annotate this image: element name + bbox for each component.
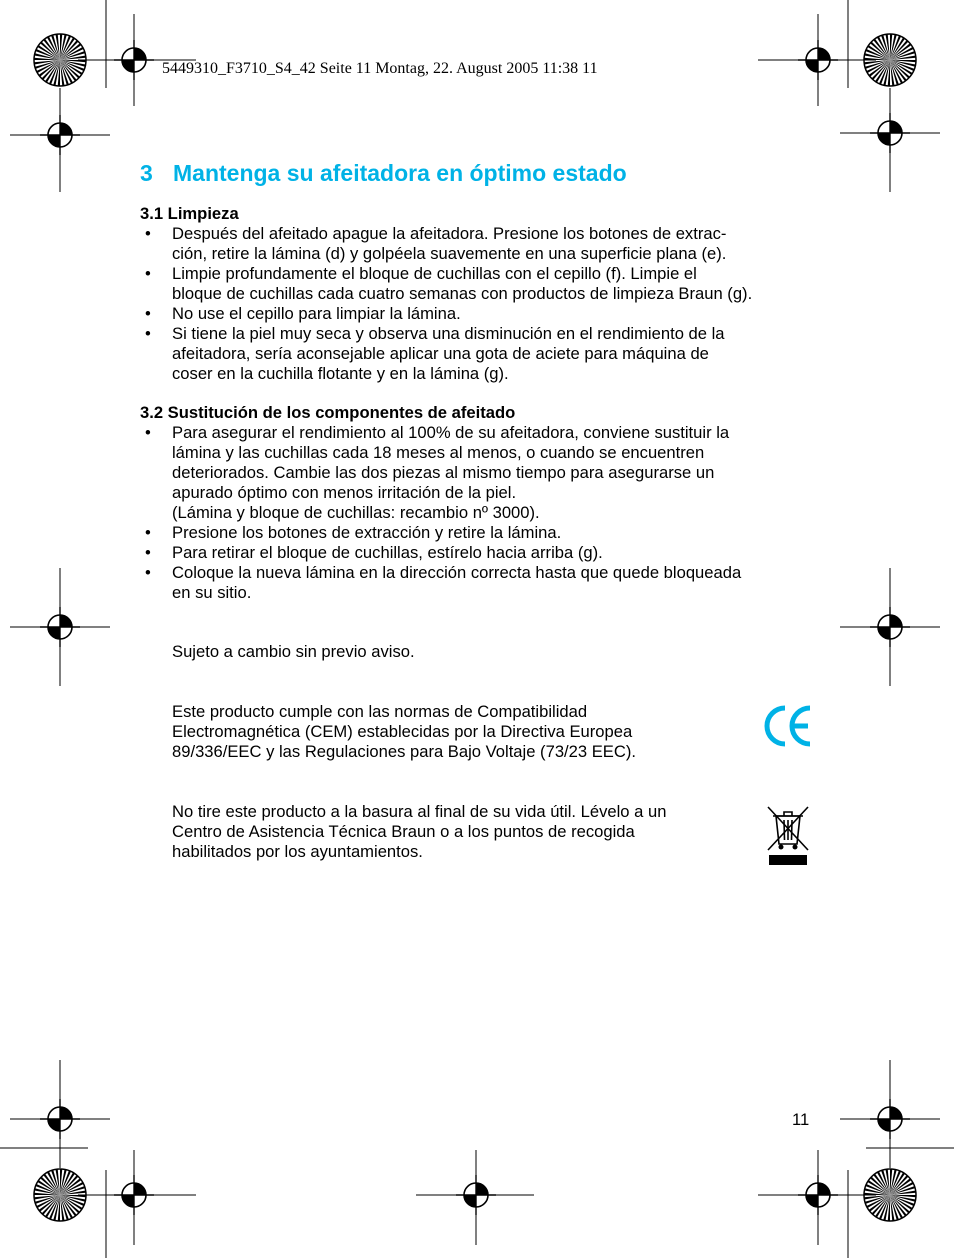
registration-mark-icon: [798, 40, 838, 80]
list-item-line: Limpie profundamente el bloque de cuchillas con el cepillo (f). Limpie el: [172, 264, 697, 283]
bullet-icon: •: [145, 543, 151, 562]
bullet-icon: •: [145, 523, 151, 542]
list-item: [140, 563, 820, 603]
list-item-line: afeitadora, sería aconsejable aplicar una gota de aciete para máquina de: [172, 344, 709, 363]
bullet-icon: •: [145, 264, 151, 283]
bullet-icon: •: [145, 423, 151, 442]
registration-mark-icon: [870, 607, 910, 647]
list-item-line: apurado óptimo con menos irritación de la piel.: [172, 483, 517, 502]
list-item-line: Si tiene la piel muy seca y observa una disminución en el rendimiento de la: [172, 324, 725, 343]
list-item-line: Coloque la nueva lámina en la dirección correcta hasta que quede bloqueada: [172, 563, 742, 582]
list-item: [140, 324, 820, 384]
crossed-bin-icon: [764, 804, 812, 868]
list-item-line: en su sitio.: [172, 583, 252, 602]
list-item: [140, 423, 820, 523]
list-item: [140, 543, 820, 563]
bullet-icon: •: [145, 324, 151, 343]
list-item-line: bloque de cuchillas cada cuatro semanas con productos de limpieza Braun (g).: [172, 284, 753, 303]
registration-mark-icon: [798, 1175, 838, 1215]
list-item-line: (Lámina y bloque de cuchillas: recambio nº 3000).: [172, 503, 540, 522]
registration-mark-icon: [870, 1099, 910, 1139]
bullet-list: [140, 224, 820, 384]
list-item-line: Después del afeitado apague la afeitadora. Presione los botones de extrac-: [172, 224, 727, 243]
list-item: [140, 224, 820, 264]
list-item-line: Presione los botones de extracción y retire la lámina.: [172, 523, 562, 542]
bullet-list: [140, 423, 820, 603]
section-cleaning: [140, 204, 820, 384]
bullet-icon: •: [145, 304, 151, 323]
list-item-line: coser en la cuchilla flotante y en la lámina (g).: [172, 364, 509, 383]
registration-mark-icon: [456, 1175, 496, 1215]
page-title: [140, 160, 627, 187]
list-item-line: ción, retire la lámina (d) y golpéela suavemente en una superficie plana (e).: [172, 244, 727, 263]
starburst-icon: [864, 34, 916, 86]
section-heading: 3.1 Limpieza: [140, 204, 239, 223]
list-item-line: lámina y las cuchillas cada 18 meses al menos, o cuando se encuentren: [172, 443, 705, 462]
bullet-icon: •: [145, 563, 151, 582]
list-item: [140, 264, 820, 304]
registration-mark-icon: [40, 115, 80, 155]
ce-mark-icon: [764, 704, 814, 748]
starburst-icon: [34, 1169, 86, 1221]
registration-mark-icon: [114, 40, 154, 80]
section-replacement: [140, 403, 820, 603]
list-item: [140, 523, 820, 543]
title-number: 3: [140, 160, 153, 186]
list-item-line: Para retirar el bloque de cuchillas, estírelo hacia arriba (g).: [172, 543, 603, 562]
registration-mark-icon: [40, 607, 80, 647]
ce-compliance-text: Este producto cumple con las normas de Compatibilidad Electromagnética (CEM) establecidas por la Directiva Europea 89/336/EEC y las Regulaciones para Bajo Voltaje (73/23 EEC).: [172, 702, 636, 761]
registration-mark-icon: [40, 1099, 80, 1139]
disposal-text: No tire este producto a la basura al final de su vida útil. Lévelo a un Centro de Asistencia Técnica Braun o a los puntos de recogida habilitados por los ayuntamientos.: [172, 802, 667, 861]
list-item-line: deteriorados. Cambie las dos piezas al mismo tiempo para asegurarse un: [172, 463, 715, 482]
starburst-icon: [34, 34, 86, 86]
page-number: 11: [792, 1110, 810, 1129]
starburst-icon: [864, 1169, 916, 1221]
notice-text: Sujeto a cambio sin previo aviso.: [172, 642, 415, 661]
list-item-line: No use el cepillo para limpiar la lámina.: [172, 304, 461, 323]
registration-mark-icon: [870, 113, 910, 153]
print-header: 5449310_F3710_S4_42 Seite 11 Montag, 22. August 2005 11:38 11: [162, 60, 598, 77]
list-item: [140, 304, 820, 324]
title-text: Mantenga su afeitadora en óptimo estado: [173, 160, 627, 186]
list-item-line: Para asegurar el rendimiento al 100% de su afeitadora, conviene sustituir la: [172, 423, 730, 442]
bullet-icon: •: [145, 224, 151, 243]
registration-mark-icon: [114, 1175, 154, 1215]
section-heading: 3.2 Sustitución de los componentes de afeitado: [140, 403, 516, 422]
